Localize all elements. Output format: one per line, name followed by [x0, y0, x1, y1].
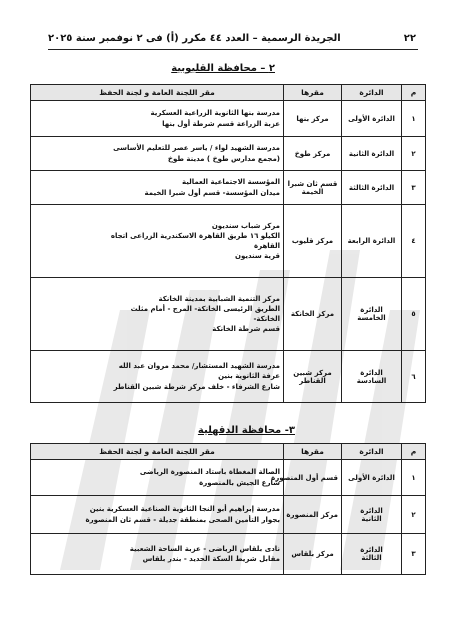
location-cell-line: مدرسة بنها الثانوية الزراعية العسكرية: [150, 109, 280, 118]
column-header-num: م: [402, 85, 426, 101]
hq-cell: [284, 101, 342, 137]
row-number: ٣: [402, 171, 426, 205]
location-cell-line: عزبة الزراعة قسم شرطة أول بنها: [162, 119, 280, 128]
location-cell-line: الطريق الرئيسى الخانكة- المرج - أمام مثلث: [130, 304, 280, 313]
hq-cell-line: القناطر: [299, 376, 326, 385]
location-cell: [31, 137, 284, 171]
hq-cell-line: قسم أول المنصورة: [271, 473, 338, 482]
row-number: ١: [402, 460, 426, 496]
column-header-location: مقر اللجنة العامة و لجنة الحفظ: [31, 85, 284, 101]
district-cell-line: الدائرة الثالثة: [348, 183, 395, 192]
location-cell-line: قرية سنديون: [234, 252, 280, 261]
location-cell-line: مدرسة الشهيد المستشار/ محمد مروان عبد الله: [118, 362, 280, 371]
location-cell-line: المؤسسة الاجتماعية العمالية: [182, 178, 280, 187]
hq-cell: [284, 205, 342, 278]
hq-cell-line: مركز بنها: [296, 114, 329, 123]
table-row: [31, 205, 426, 278]
location-cell-line: شارع الشرفاء - خلف مركز شرطة شبين القناطر: [113, 382, 280, 391]
column-header-district: الدائرة: [342, 85, 402, 101]
hq-cell-line: مركز شبين: [293, 368, 332, 377]
district-cell-line: الخامسة: [357, 314, 386, 322]
location-cell: [31, 534, 284, 575]
hq-cell: [271, 460, 342, 496]
location-cell-line: ميدان المؤسسة- قسم أول شبرا الخيمة: [144, 188, 280, 197]
location-cell-line: الخانكة-: [253, 315, 280, 323]
table-row: [31, 496, 426, 534]
row-number: ١: [402, 101, 426, 137]
table-row: [31, 351, 426, 403]
location-cell-line: شارع الجيش بالمنصورة: [199, 478, 280, 487]
row-number: ٢: [402, 496, 426, 534]
district-cell-line: الدائرة: [360, 306, 383, 314]
location-cell: [31, 460, 284, 496]
hq-cell: [284, 496, 342, 534]
location-cell: [31, 351, 284, 403]
district-cell: [342, 460, 402, 496]
table-row: [31, 171, 426, 205]
location-cell-line: قسم شرطة الخانكة: [212, 325, 280, 334]
row-number: ٣: [402, 534, 426, 575]
row-number: ٢: [402, 137, 426, 171]
dakahlia-rows: [31, 460, 426, 575]
location-cell-line: مدرسة إبراهيم أبو النجا الثانوية الصناعية العسكرية بنين: [89, 505, 280, 514]
table-row: [31, 534, 426, 575]
location-cell-line: (مجمع مدارس طوخ ) مدينة طوخ: [167, 154, 280, 163]
district-cell-line: الثالثة: [361, 554, 382, 562]
district-cell-line: الدائرة الأولى: [348, 473, 395, 482]
table-row: [31, 137, 426, 171]
district-cell-line: الدائرة: [360, 368, 383, 377]
row-number: ٥: [402, 278, 426, 351]
location-cell-line: بجوار التأمين الصحى بمنطقة جديلة - قسم ثان المنصورة: [85, 515, 280, 524]
row-number: ٤: [402, 205, 426, 278]
column-header-num: م: [402, 444, 426, 460]
table-header-row: [31, 85, 426, 101]
district-cell: [342, 205, 402, 278]
row-number: ٦: [402, 351, 426, 403]
district-cell: [342, 171, 402, 205]
column-header-district: الدائرة: [342, 444, 402, 460]
qalyubia-table: [30, 84, 426, 403]
hq-cell-line: مركز الخانكة: [290, 310, 335, 318]
location-cell-line: الصالة المغطاة باستاد المنصورة الرياضى: [139, 468, 280, 477]
district-cell: [342, 534, 402, 575]
district-cell: [342, 137, 402, 171]
hq-cell-line: مركز قليوب: [291, 237, 334, 245]
district-cell-line: السادسة: [356, 376, 387, 385]
district-cell-line: الدائرة: [360, 546, 383, 554]
column-header-hq: مقرها: [284, 444, 342, 460]
district-cell: [342, 278, 402, 351]
column-header-hq: مقرها: [284, 85, 342, 101]
hq-cell: [284, 534, 342, 575]
district-cell-line: الثانية: [361, 514, 382, 523]
location-cell-line: مقابل شريط السكة الحديد - بندر بلقاس: [142, 555, 280, 563]
header-divider: [48, 49, 418, 50]
hq-cell-line: مركز طوخ: [294, 149, 331, 158]
table-row: [31, 278, 426, 351]
dakahlia-table: [30, 443, 426, 575]
hq-cell: [284, 171, 342, 205]
gazette-title: الجريدة الرسمية – العدد ٤٤ مكرر (أ) فى ٢ نوفمبر سنة ٢٠٢٥: [48, 32, 341, 44]
district-cell: [342, 496, 402, 534]
location-cell-line: مدرسة الشهيد لواء / ياسر عصر للتعليم الأساسى: [113, 144, 280, 153]
section-title-dakahlia: ٣- محافظة الدقهلية: [197, 425, 295, 436]
hq-cell: [284, 351, 342, 403]
location-cell: [31, 171, 284, 205]
location-cell-line: نادى بلقاس الرياضى - عزبة الساحة الشعبية: [129, 544, 280, 553]
hq-cell: [284, 137, 342, 171]
page-number: ٢٢: [403, 32, 416, 44]
location-cell-line: عرفة الثانوية بنين: [218, 372, 280, 381]
hq-cell: [284, 278, 342, 351]
hq-cell-line: مركز المنصورة: [286, 510, 338, 519]
location-cell: [31, 205, 284, 278]
location-cell: [31, 278, 284, 351]
location-cell-line: مركز التنمية الشبابية بمدينة الخانكة: [158, 294, 280, 303]
hq-cell-line: مركز بلقاس: [291, 550, 334, 558]
location-cell-line: مركز شباب سنديون: [211, 221, 280, 230]
table-row: [31, 101, 426, 137]
location-cell: [31, 496, 284, 534]
district-cell-line: الدائرة: [360, 506, 383, 515]
table-header-row: [31, 444, 426, 460]
table-row: [31, 460, 426, 496]
location-cell-line: القاهرة: [253, 242, 280, 250]
hq-cell-line: قسم ثان شبرا: [287, 179, 338, 188]
column-header-location: مقر اللجنة العامة و لجنة الحفظ: [31, 444, 284, 460]
district-cell-line: الدائرة الأولى: [348, 114, 395, 123]
location-cell-line: الكيلو ١٦ طريق القاهرة الاسكندرية الزراعى اتجاه: [110, 231, 280, 240]
hq-cell-line: الخيمة: [301, 187, 324, 196]
district-cell: [342, 101, 402, 137]
district-cell-line: الدائرة الثانية: [348, 149, 395, 158]
location-cell: [31, 101, 284, 137]
qalyubia-rows: [31, 101, 426, 403]
district-cell: [342, 351, 402, 403]
page-header: [48, 28, 416, 48]
district-cell-line: الدائرة الرابعة: [347, 237, 396, 245]
section-title-qalyubia: ٢ – محافظة القليوبية: [171, 63, 275, 74]
